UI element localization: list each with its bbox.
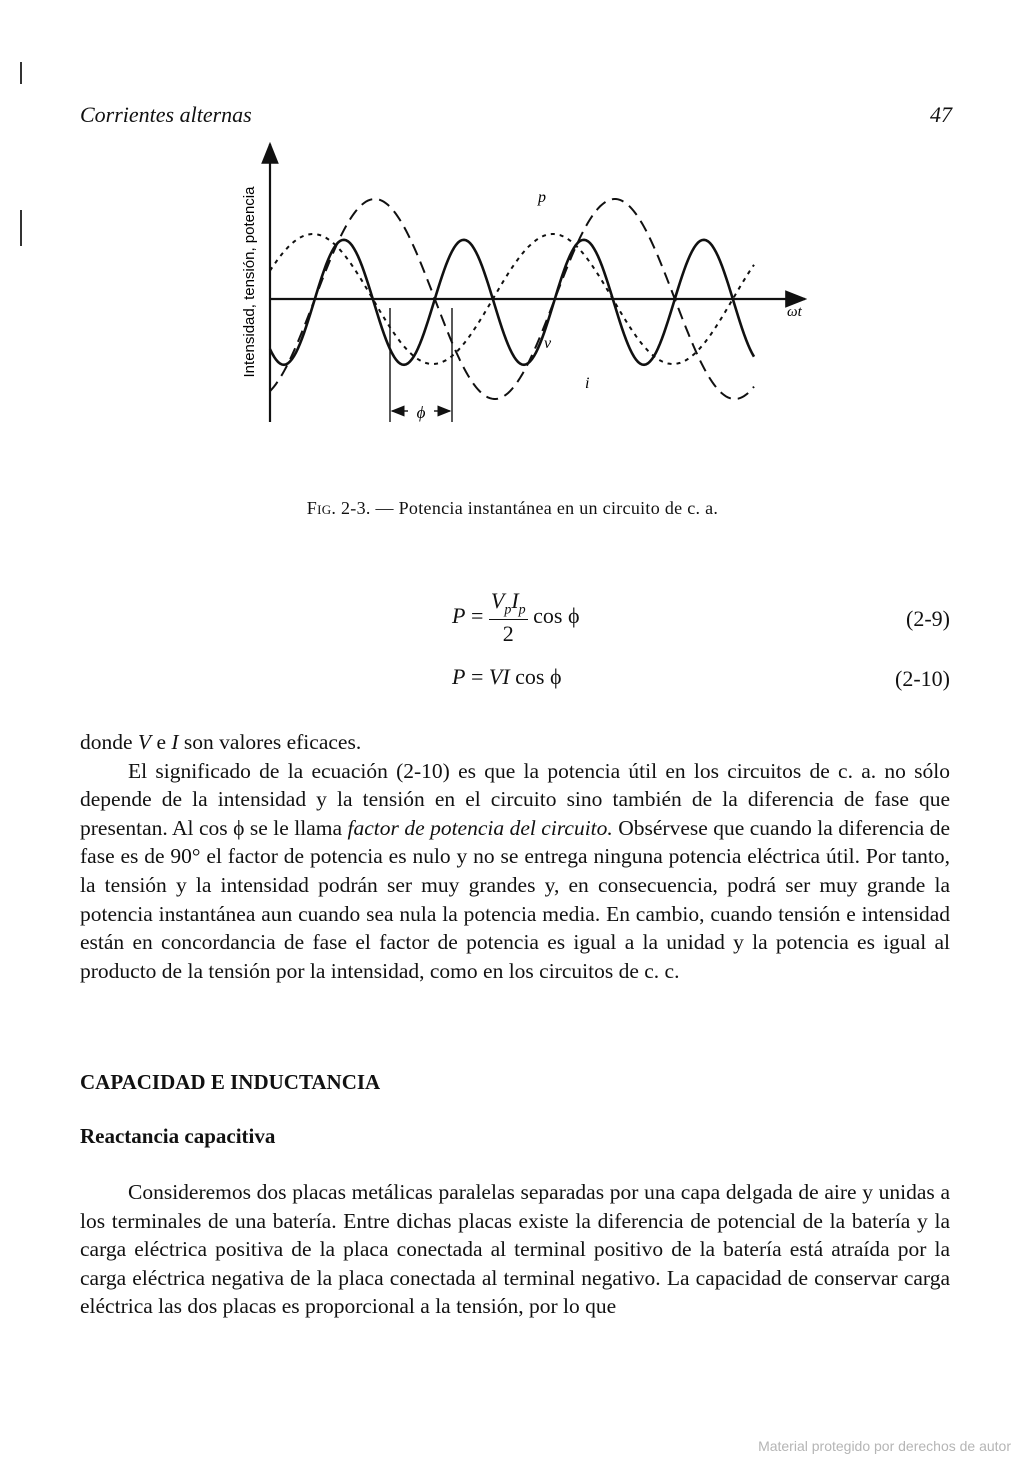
subsection-heading: Reactancia capacitiva [80,1124,276,1148]
x-axis-label: ωt [787,304,802,320]
p2-emphasis: factor de potencia del circuito. [347,815,613,840]
waveform-diagram [230,130,820,440]
paragraph-capacitor: Consideremos dos placas metálicas paralelas separadas por una capa delgada de aire y unidas a los terminales de una batería. Entre dichas placas existe la diferencia de potencial de la batería y la carga eléctrica positiva de la placa conectada al terminal positivo de la batería está atraída por la carga eléctrica negativa de la placa conectada al terminal negativo. La capacidad de conservar carga eléctrica las dos placas es proporcional a la tensión, por lo que [80,1180,950,1319]
paragraph-effective-values [80,728,950,757]
equation-number-2-9: (2-9) [906,606,950,631]
equation-2-9: P = $\frac{V_pI_p}{2}$ cos ϕ [452,588,580,647]
voltage-curve-label: v [544,335,552,352]
p1-text-b: e [151,730,172,754]
p1-var-v: V [137,730,152,754]
eq-2-10-p: P [452,664,466,689]
equation-2-10 [452,664,562,690]
eq-2-9-rhs: cos ϕ [533,602,580,628]
figure-caption-prefix: Fig. 2-3. [306,498,371,518]
power-curve [270,240,754,365]
margin-mark-top [20,62,22,84]
eq-num-v: V [490,588,505,613]
figure-2-3 [230,130,820,440]
eq-num-i: I [511,588,519,613]
p2-text-a: El significado de la ecuación (2-10) es que la potencia útil en los circuitos de c. a. no sólo depende de la intensidad y la tensión en el circuito sino también de la diferencia de fase que presentan. Al cos ϕ se le llama [80,758,950,840]
eq-2-9-fraction [489,590,528,645]
eq-2-9-lhs: P [452,602,466,628]
eq-2-10-equals: = [465,664,489,689]
running-title: Corrientes alternas [80,102,252,127]
y-axis-label: Intensidad, tensión, potencia [241,186,258,378]
power-curve-label: p [538,189,546,206]
copyright-watermark: Material protegido por derechos de autor [758,1438,1011,1454]
page-number: 47 [930,102,952,127]
equation-number-2-10: (2-10) [895,666,950,691]
body-text-block-1 [80,728,950,985]
eq-num-sub-p2: p [518,602,526,618]
phase-label: ϕ [416,403,426,422]
p1-var-i: I [171,730,179,754]
margin-mark-middle [20,210,22,246]
eq-2-9-denominator: 2 [502,621,514,647]
p2-text-b: Obsérvese que cuando la diferencia de fase es de 90° el factor de potencia es nulo y no se entrega ninguna potencia eléctrica útil. Por tanto, la tensión y la intensidad podrán ser muy grandes y, en consecuencia, podrá ser muy grande la potencia instantánea aun cuando sea nula la potencia media. En cambio, cuando tensión e intensidad están en concordancia de fase el factor de potencia es igual a la unidad y la potencia es igual al producto de la tensión por la intensidad, como en los circuitos de c. c. [80,815,950,983]
body-text-block-2 [80,1178,950,1321]
p1-text-c: son valores eficaces. [178,730,362,754]
eq-2-10-vi: VI [488,664,510,689]
paragraph-power-factor [80,757,950,986]
eq-2-9-numerator [489,590,528,620]
figure-caption-text: — Potencia instantánea en un circuito de c. a. [370,498,719,518]
p1-text-a: donde [80,730,138,754]
current-curve-label: i [585,375,590,392]
section-heading: CAPACIDAD E INDUCTANCIA [80,1070,381,1094]
figure-caption [0,498,1025,519]
eq-2-10-cos: cos ϕ [509,664,562,689]
eq-num-sub-p1: p [504,602,512,618]
